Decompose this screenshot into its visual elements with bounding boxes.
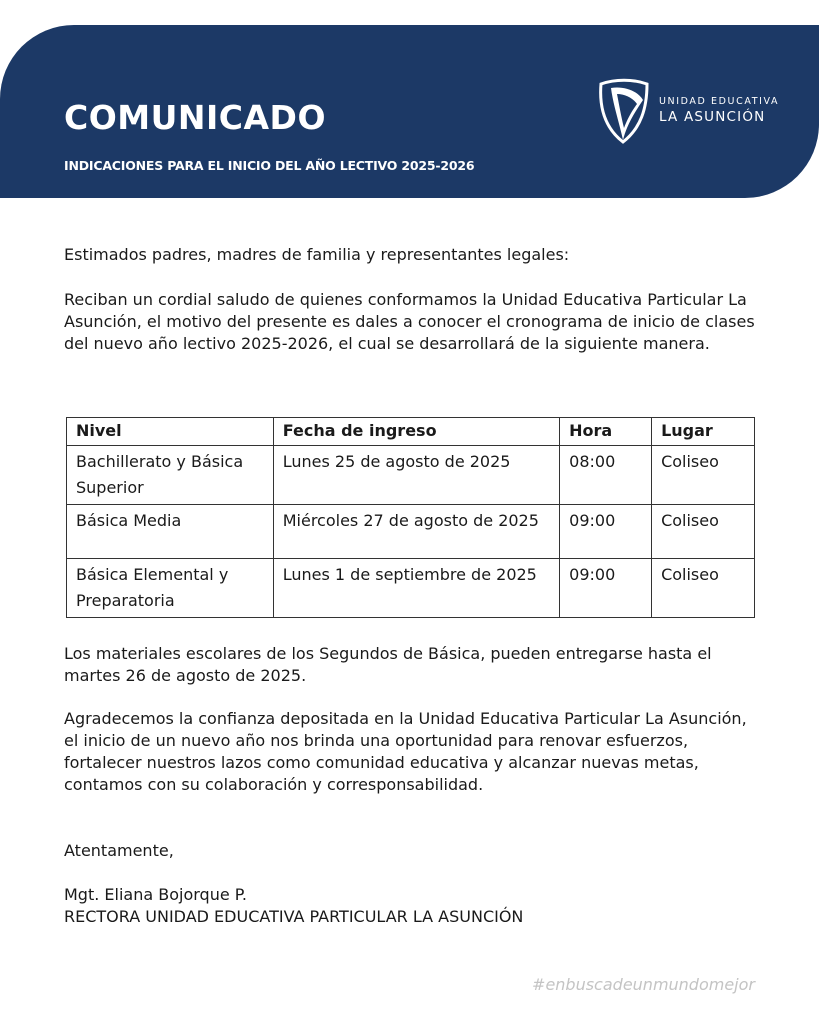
shield-icon (597, 78, 649, 144)
header-nivel: Nivel (67, 418, 274, 446)
logo-text (659, 96, 779, 126)
thanks-paragraph: Agradecemos la confianza depositada en la Unidad Educativa Particular La Asunción, el inicio de un nuevo año nos brinda una oportunidad para renovar esfuerzos, fortalecer nuestros lazos como comunidad educativa y alcanzar nuevas metas, contamos con su colaboración y corresponsabilidad. (64, 709, 747, 794)
cell-hora: 09:00 (560, 559, 652, 618)
cell-nivel: Básica Media (67, 505, 274, 559)
header-fecha: Fecha de ingreso (273, 418, 559, 446)
signer-name: Mgt. Eliana Bojorque P. (64, 885, 248, 904)
cell-lugar: Coliseo (652, 446, 755, 505)
cell-nivel: Bachillerato y Básica Superior (67, 446, 274, 505)
page-title: COMUNICADO (64, 98, 327, 137)
header-lugar: Lugar (652, 418, 755, 446)
materials-paragraph: Los materiales escolares de los Segundos de Básica, pueden entregarse hasta el martes 26 de agosto de 2025. (64, 644, 712, 685)
closing-text: Atentamente, (64, 841, 174, 860)
page-subtitle: INDICACIONES PARA EL INICIO DEL AÑO LECTIVO 2025-2026 (64, 158, 475, 173)
cell-lugar: Coliseo (652, 505, 755, 559)
intro-paragraph: Reciban un cordial saludo de quienes conformamos la Unidad Educativa Particular La Asunción, el motivo del presente es dales a conocer el cronograma de inicio de clases del nuevo año lectivo 2025-2026, el cual se desarrollará de la siguiente manera. (64, 290, 755, 353)
logo-line1: UNIDAD EDUCATIVA (659, 96, 780, 107)
cell-nivel: Básica Elemental y Preparatoria (67, 559, 274, 618)
signer-title: RECTORA UNIDAD EDUCATIVA PARTICULAR LA ASUNCIÓN (64, 907, 524, 926)
footer-hashtag: #enbuscadeunmundomejor (532, 975, 755, 994)
cell-fecha: Miércoles 27 de agosto de 2025 (273, 505, 559, 559)
table-row (67, 559, 755, 618)
logo-line2: LA ASUNCIÓN (659, 109, 766, 125)
cell-lugar: Coliseo (652, 559, 755, 618)
schedule-table (66, 417, 755, 618)
table-row (67, 446, 755, 505)
table-header-row (67, 418, 755, 446)
cell-fecha: Lunes 1 de septiembre de 2025 (273, 559, 559, 618)
cell-hora: 08:00 (560, 446, 652, 505)
table-row (67, 505, 755, 559)
header-hora: Hora (560, 418, 652, 446)
greeting-paragraph: Estimados padres, madres de familia y representantes legales: (64, 245, 570, 264)
cell-hora: 09:00 (560, 505, 652, 559)
cell-fecha: Lunes 25 de agosto de 2025 (273, 446, 559, 505)
